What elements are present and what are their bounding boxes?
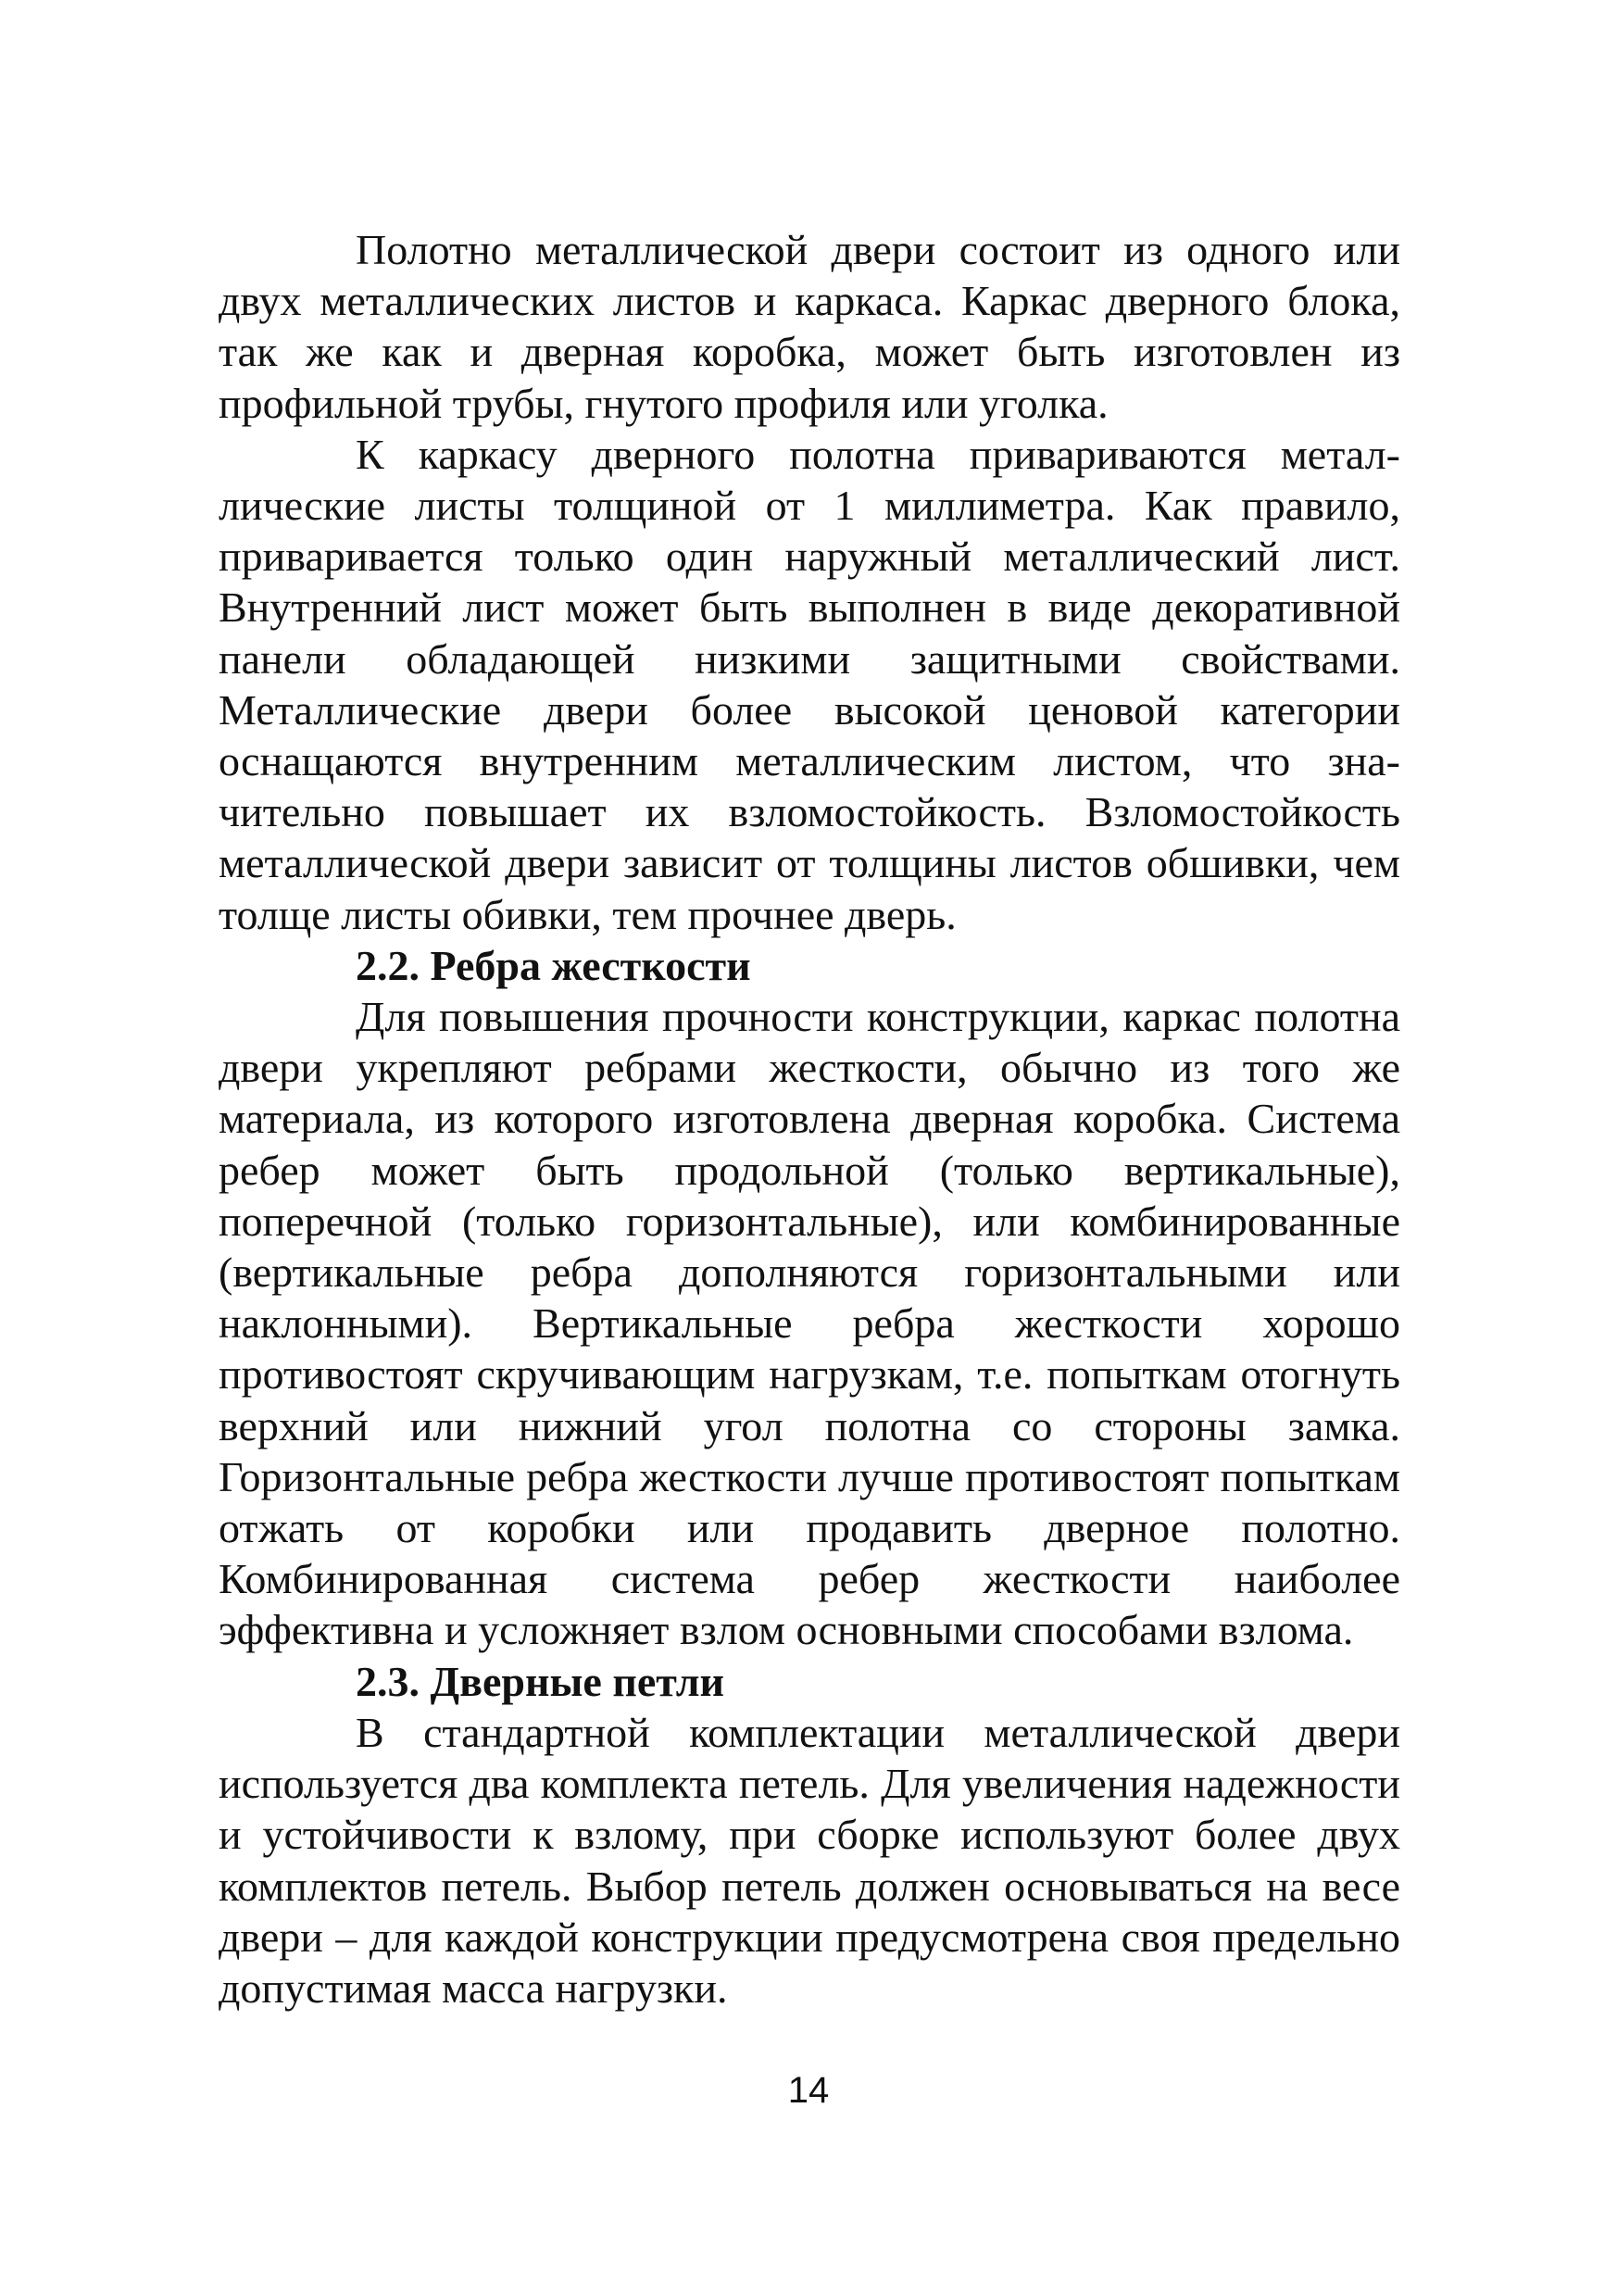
paragraph-stiffeners: Для повышения прочности конструкции, каркас полотна двери укрепляют ребрами жесткости, обычно из того же материала, из которого изготовлена дверная коробка. Система ребер может быть продольной (только вертикальные), поперечной (только горизонтальные), или комбинированные (вертикальные ребра дополняются горизонтальными или наклонными). Вертикальные ребра жесткости хорошо противостоят скручивающим нагрузкам, т.е. попыткам отогнуть верхний или нижний угол полотна со стороны замка. Горизонтальные ребра жесткости лучше противостоят попыткам отжать от коробки или продавить дверное полотно. Комбинированная система ребер жесткости наиболее эффективна и усложняет взлом основными способами взлома.	[219, 993, 1400, 1654]
section-heading-stiffeners: 2.2. Ребра жесткости	[356, 941, 751, 989]
paragraph-hinges: В стандартной комплектации металлической двери используется два комплекта петель. Для увеличения надежности и устойчивости к взлому, при сборке используют более двух комплектов петель. Выбор петель должен основываться на весе двери – для каждой конструкции предусмотрена своя предельно допустимая масса нагрузки.	[219, 1708, 1400, 2012]
body-text	[219, 224, 1400, 2014]
paragraph-door-leaf: Полотно металлической двери состоит из одного или двух металлических листов и каркаса. Каркас дверного блока, так же как и дверная коробка, может быть изготовлен из профильной трубы, гнутого профиля или уголка.	[219, 226, 1400, 427]
paragraph-metal-sheets: К каркасу дверного полотна привариваются металлические листы толщиной от 1 миллиметра. Как правило, приваривается только один наружный металлический лист. Внутренний лист может быть выполнен в виде декоративной панели обладающей низкими защитными свойствами. Металлические двери более высокой ценовой категории оснащаются внутренним металлическим листом, что значительно повышает их взломостойкость. Взломостойкость металлической двери зависит от толщины листов обшивки, чем толще листы обивки, тем прочнее дверь.	[219, 430, 1400, 938]
page-number: 14	[787, 2070, 830, 2111]
section-heading-hinges: 2.3. Дверные петли	[356, 1657, 725, 1705]
